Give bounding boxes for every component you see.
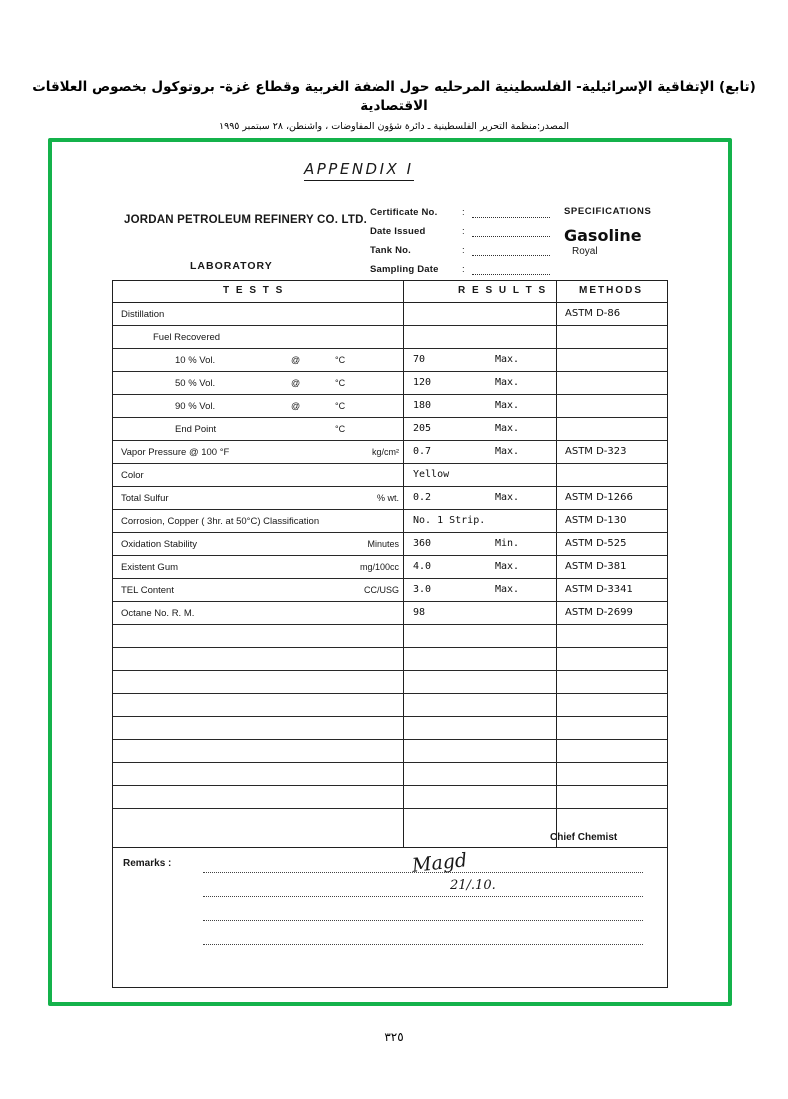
result-limit: Min. [495, 538, 520, 549]
result-value: 360 [413, 538, 432, 549]
table-row [113, 303, 667, 326]
unit: % wt. [376, 493, 399, 503]
product-grade: Royal [572, 246, 598, 257]
scanned-document [52, 142, 728, 1002]
remarks-line [203, 920, 643, 921]
method-code: ASTM D-86 [565, 308, 621, 319]
table-row [113, 372, 667, 395]
table-row-blank [113, 648, 667, 671]
table-row [113, 579, 667, 602]
table-row-blank [113, 694, 667, 717]
method-code: ASTM D-323 [565, 446, 627, 457]
test-name: 90 % Vol. [175, 401, 216, 412]
colon: : [462, 245, 465, 256]
date-issued-label: Date Issued [370, 226, 426, 237]
test-name: Corrosion, Copper ( 3hr. at 50°C) Classification [121, 516, 320, 527]
table-row-blank [113, 786, 667, 809]
remarks-line [203, 944, 643, 945]
test-name: Color [121, 470, 144, 481]
appendix-title: APPENDIX I [304, 160, 414, 181]
result-limit: Max. [495, 400, 520, 411]
certificate-no-label: Certificate No. [370, 207, 438, 218]
scanned-page-frame [48, 138, 732, 1006]
method-code: ASTM D-3341 [565, 584, 633, 595]
table-row-blank [113, 625, 667, 648]
test-name: Fuel Recovered [153, 332, 221, 343]
table-row [113, 602, 667, 625]
test-name: Total Sulfur [121, 493, 169, 504]
result-limit: Max. [495, 492, 520, 503]
page-number: ٣٢٥ [384, 1030, 404, 1044]
table-row-blank [113, 740, 667, 763]
company-name: JORDAN PETROLEUM REFINERY CO. LTD. [124, 214, 367, 226]
result-limit: Max. [495, 446, 520, 457]
table-row-blank [113, 763, 667, 786]
result-value: 3.0 [413, 584, 432, 595]
document-header [0, 78, 788, 132]
tank-no-value [472, 246, 550, 256]
table-row [113, 326, 667, 349]
signature-date: 21/.10. [450, 878, 496, 893]
product-name: Gasoline [564, 226, 642, 245]
result-limit: Max. [495, 584, 520, 595]
chief-chemist-label: Chief Chemist [550, 832, 618, 843]
method-code: ASTM D-2699 [565, 607, 633, 618]
date-issued-value [472, 227, 550, 237]
colon: : [462, 207, 465, 218]
result-value: 205 [413, 423, 432, 434]
table-row [113, 487, 667, 510]
remarks-label: Remarks : [123, 858, 172, 869]
test-name: Existent Gum [121, 562, 179, 573]
test-name: Vapor Pressure @ 100 °F [121, 447, 230, 458]
test-name: 50 % Vol. [175, 378, 216, 389]
result-value: 120 [413, 377, 432, 388]
certificate-block [370, 206, 550, 282]
method-code: ASTM D-381 [565, 561, 627, 572]
table-row [113, 418, 667, 441]
result-value: 4.0 [413, 561, 432, 572]
remarks-box [112, 848, 668, 988]
result-value: 0.2 [413, 492, 432, 503]
table-row [113, 510, 667, 533]
column-header-tests: T E S T S [223, 285, 285, 296]
test-name: End Point [175, 424, 217, 435]
test-name: Distillation [121, 309, 165, 320]
result-value: 98 [413, 607, 426, 618]
result-value: No. 1 Strip. [413, 515, 486, 526]
header-title: (تابع) الإتفاقية الإسرائيلية- الفلسطينية المرحليه حول الضفة الغربية وقطاع غزة- بروتوكول بخصوص العلاقات الاقتصادية [32, 79, 756, 114]
result-limit: Max. [495, 354, 520, 365]
table-row [113, 556, 667, 579]
result-value: 180 [413, 400, 432, 411]
unit-at: @ [291, 378, 301, 388]
method-code: ASTM D-1266 [565, 492, 633, 503]
specification-table [112, 280, 668, 848]
test-name: Oxidation Stability [121, 539, 198, 550]
sampling-date-label: Sampling Date [370, 264, 439, 275]
table-row-blank [113, 717, 667, 740]
sampling-date-value [472, 265, 550, 275]
table-row [113, 349, 667, 372]
method-code: ASTM D-525 [565, 538, 627, 549]
result-limit: Max. [495, 423, 520, 434]
specifications-label: SPECIFICATIONS [564, 206, 652, 217]
table-row [113, 441, 667, 464]
unit-at: @ [291, 401, 301, 411]
unit-degrees: °C [335, 424, 346, 434]
column-header-methods: METHODS [579, 285, 643, 296]
result-limit: Max. [495, 377, 520, 388]
result-value: 70 [413, 354, 426, 365]
table-row [113, 395, 667, 418]
certificate-no-value [472, 208, 550, 218]
unit-degrees: °C [335, 401, 346, 411]
header-source: المصدر:منظمة التحرير الفلسطينية ـ دائرة شؤون المفاوضات ، واشنطن، ٢٨ سبتمبر ١٩٩٥ [218, 120, 570, 132]
signature: Magd [411, 849, 469, 877]
remarks-line [203, 896, 643, 897]
unit-degrees: °C [335, 355, 346, 365]
method-code: ASTM D-130 [565, 515, 627, 526]
colon: : [462, 226, 465, 237]
table-row [113, 464, 667, 487]
test-name: Octane No. R. M. [121, 608, 195, 619]
unit-degrees: °C [335, 378, 346, 388]
table-row-blank [113, 671, 667, 694]
result-value: 0.7 [413, 446, 432, 457]
certificate-field-row [370, 225, 550, 237]
unit-at: @ [291, 355, 301, 365]
unit: mg/100cc [359, 562, 399, 572]
table-body [113, 303, 667, 809]
tank-no-label: Tank No. [370, 245, 412, 256]
test-name: TEL Content [121, 585, 174, 596]
certificate-field-row [370, 206, 550, 218]
laboratory-label: LABORATORY [190, 260, 273, 272]
certificate-field-row [370, 263, 550, 275]
colon: : [462, 264, 465, 275]
table-row [113, 533, 667, 556]
unit: CC/USG [363, 585, 399, 595]
table-header-row [113, 281, 667, 303]
unit: kg/cm² [372, 447, 399, 457]
column-header-results: R E S U L T S [458, 285, 548, 296]
certificate-field-row [370, 244, 550, 256]
result-value: Yellow [413, 469, 450, 480]
unit: Minutes [367, 539, 399, 549]
result-limit: Max. [495, 561, 520, 572]
test-name: 10 % Vol. [175, 355, 216, 366]
